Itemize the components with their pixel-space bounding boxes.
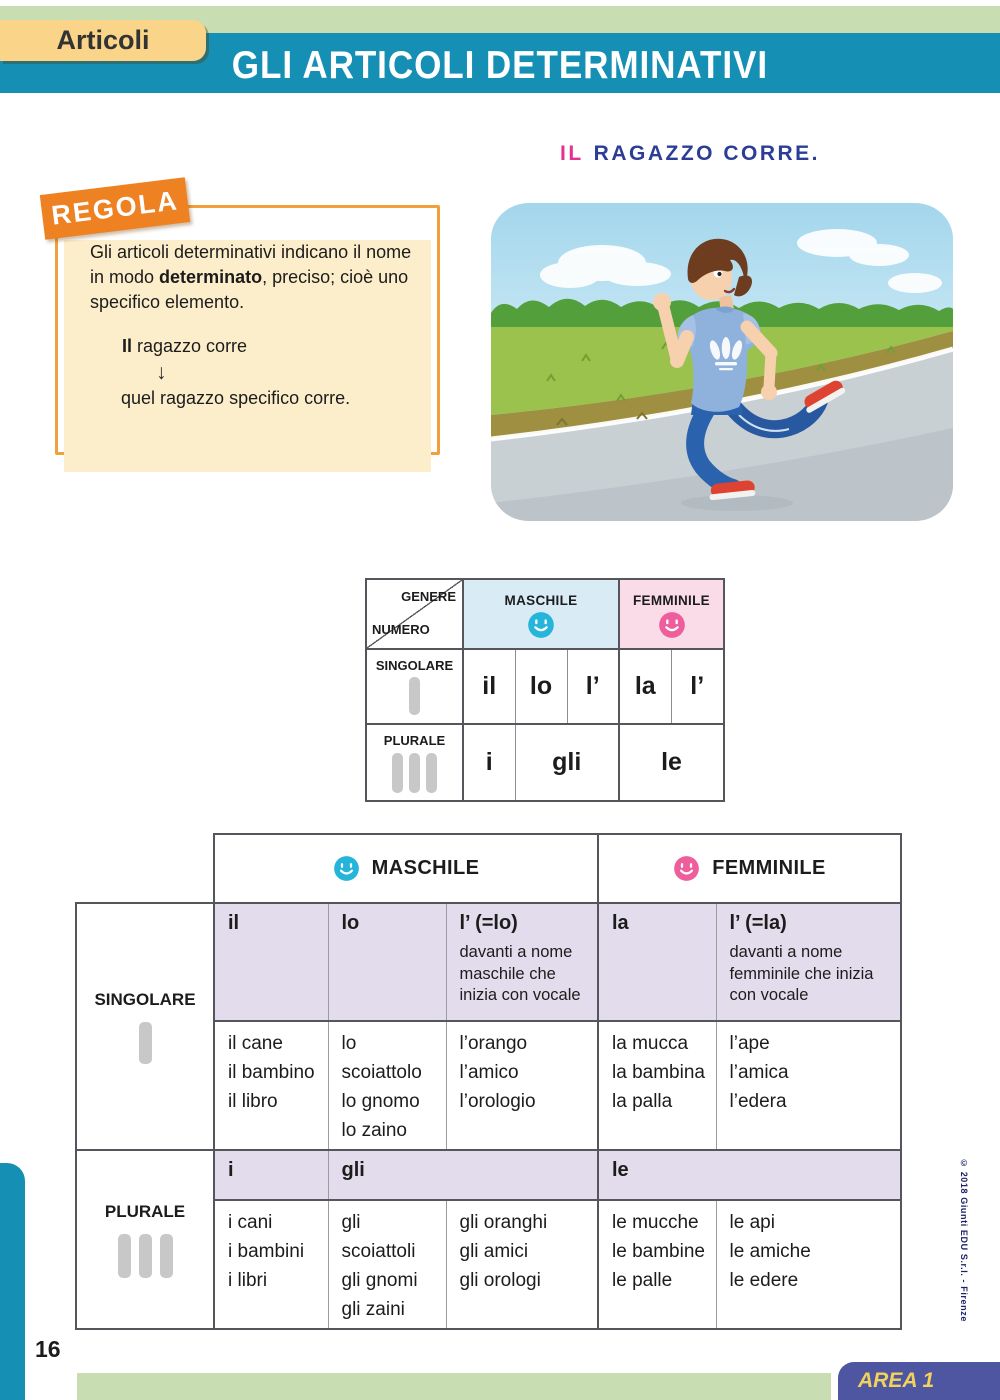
article-cell: i — [214, 1150, 328, 1200]
article-cell: l’ — [567, 649, 619, 724]
femminile-smiley-icon — [673, 855, 700, 882]
examples-cell: lo scoiattolo lo gnomo lo zaino — [328, 1021, 446, 1150]
rule-example-meaning: quel ragazzo specifico corre. — [121, 388, 351, 408]
article-cell: l’ (=la) davanti a nome femminile che inizia con vocale — [716, 903, 901, 1021]
maschile-smiley-icon — [333, 855, 360, 882]
article-cell: la — [598, 903, 716, 1021]
rule-text: Gli articoli determinativi indicano il nome in modo determinato, preciso; cioè uno specifico elemento. — [90, 242, 412, 312]
rule-example: Il ragazzo corre — [122, 336, 248, 356]
left-edge-tab-bar — [0, 1163, 25, 1400]
femminile-header-cell: FEMMINILE — [598, 834, 901, 903]
article-cell: i — [463, 724, 515, 801]
genere-label: GENERE — [401, 589, 456, 604]
plurale-tally-icon — [78, 1234, 212, 1278]
caption-rest: RAGAZZO CORRE. — [593, 142, 820, 165]
examples-cell: gli scoiattoli gli gnomi gli zaini — [328, 1200, 446, 1329]
article-cell: l’ (=lo) davanti a nome maschile che inizia con vocale — [446, 903, 598, 1021]
examples-cell: il cane il bambino il libro — [214, 1021, 328, 1150]
regola-badge: REGOLA — [40, 177, 190, 239]
maschile-header-cell: MASCHILE — [214, 834, 598, 903]
article-cell: lo — [515, 649, 567, 724]
singolare-row-label: SINGOLARE — [366, 649, 463, 724]
examples-cell: le api le amiche le edere — [716, 1200, 901, 1329]
area-badge: AREA 1 — [838, 1362, 1000, 1400]
page-number: 16 — [35, 1336, 61, 1362]
chapter-tab-articoli: Articoli — [0, 20, 206, 61]
singolare-tally-icon — [78, 1022, 212, 1064]
article-cell: gli — [328, 1150, 598, 1200]
article-cell: il — [214, 903, 328, 1021]
femminile-header-cell: FEMMINILE — [619, 579, 724, 649]
bottom-green-strip — [77, 1373, 831, 1400]
down-arrow-icon: ↓ — [156, 361, 167, 384]
article-cell: il — [463, 649, 515, 724]
examples-cell: le mucche le bambine le palle — [598, 1200, 716, 1329]
caption-article: IL — [560, 142, 584, 165]
article-cell: le — [619, 724, 724, 801]
illustration-caption — [470, 142, 910, 166]
examples-cell: l’ape l’amica l’edera — [716, 1021, 901, 1150]
blank-corner-cell — [76, 834, 214, 903]
maschile-header-cell: MASCHILE — [463, 579, 619, 649]
regola-box — [55, 205, 440, 455]
plurale-row-label: PLURALE — [76, 1150, 214, 1329]
maschile-smiley-icon — [527, 611, 555, 639]
article-forms-summary-table — [365, 578, 725, 802]
article-cell: la — [619, 649, 671, 724]
examples-cell: l’orango l’amico l’orologio — [446, 1021, 598, 1150]
examples-cell: i cani i bambini i libri — [214, 1200, 328, 1329]
examples-cell: la mucca la bambina la palla — [598, 1021, 716, 1150]
article-cell: gli — [515, 724, 619, 801]
plurale-tally-icon — [368, 753, 461, 793]
copyright-notice: © 2018 Giunti EDU S.r.l. - Firenze — [959, 1158, 969, 1322]
article-examples-table — [75, 833, 902, 1330]
running-boy-illustration — [487, 203, 957, 525]
article-cell: le — [598, 1150, 901, 1200]
singolare-tally-icon — [368, 677, 461, 715]
numero-label: NUMERO — [372, 622, 430, 637]
singolare-row-label: SINGOLARE — [76, 903, 214, 1150]
examples-cell: gli oranghi gli amici gli orologi — [446, 1200, 598, 1329]
article-cell: l’ — [671, 649, 724, 724]
regola-box-inner — [64, 240, 431, 472]
article-cell: lo — [328, 903, 446, 1021]
genere-numero-corner-cell — [366, 579, 463, 649]
femminile-smiley-icon — [658, 611, 686, 639]
plurale-row-label: PLURALE — [366, 724, 463, 801]
page-title: GLI ARTICOLI DETERMINATIVI — [231, 44, 769, 87]
